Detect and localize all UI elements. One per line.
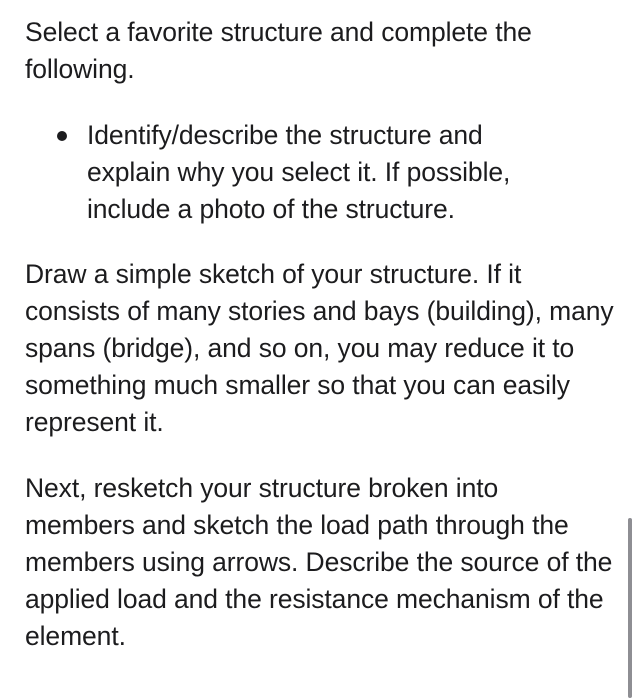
bullet-list <box>25 117 615 228</box>
bullet-dot-icon <box>57 131 67 141</box>
vertical-scrollbar[interactable] <box>628 518 632 698</box>
sketch-paragraph: Draw a simple sketch of your structure. If it consists of many stories and bays (building), many spans (bridge), and so on, you may reduce it to something much smaller so that you can easily represent it. <box>25 259 614 437</box>
intro-paragraph: Select a favorite structure and complete the following. <box>25 17 532 84</box>
bullet-text: Identify/describe the structure and explain why you select it. If possible, include a photo of the structure. <box>87 120 511 224</box>
list-item <box>25 117 557 228</box>
load-path-paragraph: Next, resketch your structure broken into members and sketch the load path through the members using arrows. Describe the source of the applied load and the resistance mechanism of the element. <box>25 473 613 651</box>
assignment-content <box>25 14 615 655</box>
